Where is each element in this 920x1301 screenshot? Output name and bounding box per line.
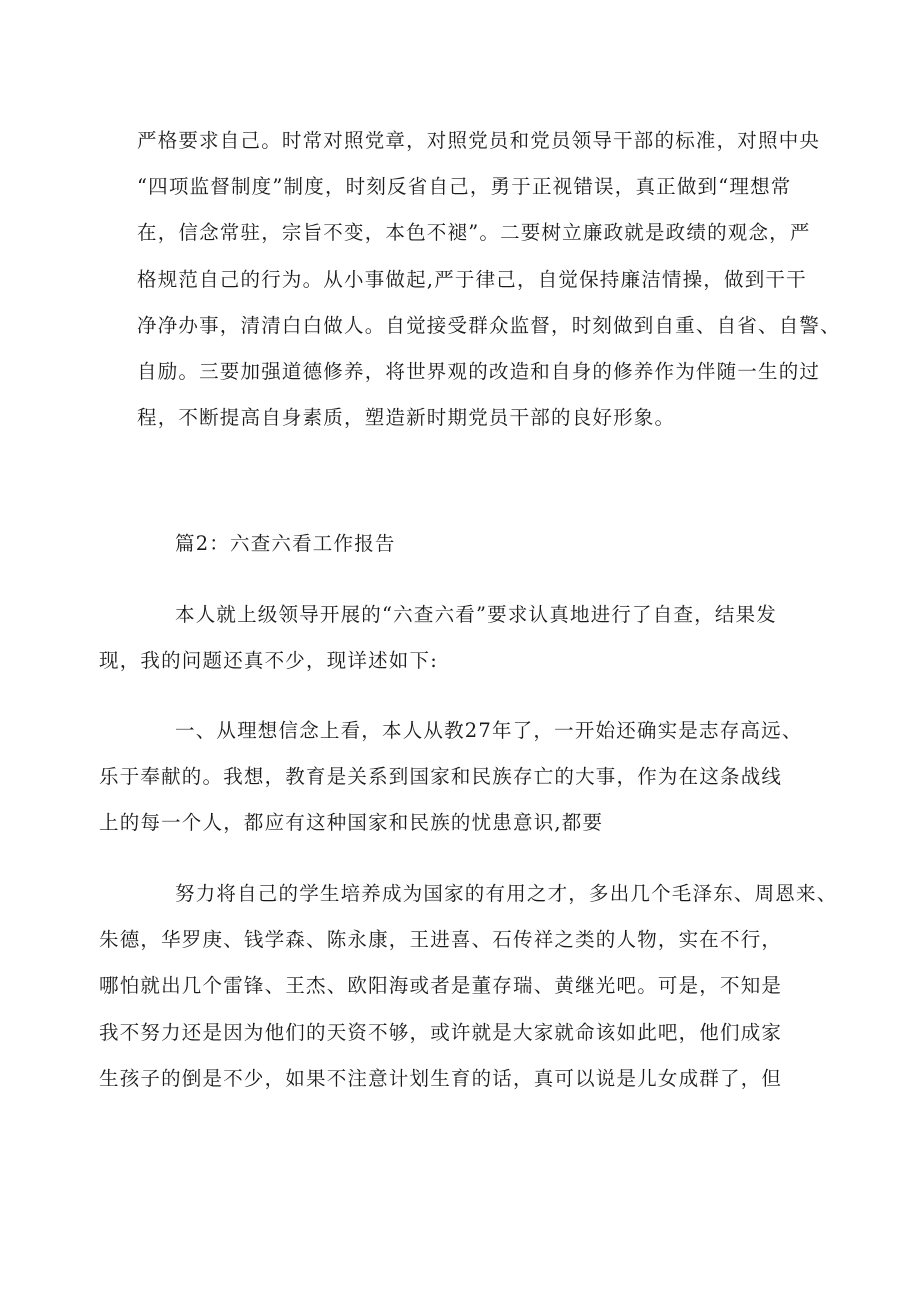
text-line: 乐于奉献的。我想，教育是关系到国家和民族存亡的大事，作为在这条战线 [99,765,783,789]
text-line: “四项监督制度”制度，时刻反省自己，勇于正视错误，真正做到“理想常 [137,175,792,199]
text-line: 我不努力还是因为他们的天资不够，或许就是大家就命该如此吧，他们成家 [99,1020,783,1044]
text-line: 程，不断提高自身素质，塑造新时期党员干部的良好形象。 [137,406,676,430]
paragraph-integrity-requirements [137,118,841,441]
text-line: 格规范自己的行为。从小事做起,严于律己，自觉保持廉洁情操，做到干干 [137,267,807,291]
text-line: 现，我的问题还真不少，现详述如下: [99,649,438,673]
section-heading [137,521,793,567]
text-line: 自励。三要加强道德修养，将世界观的改造和自身的修养作为伴随一生的过 [137,360,821,384]
paragraph-intro [99,592,793,684]
heading-text: 篇2：六查六看工作报告 [175,532,396,555]
paragraph-students [99,871,838,1102]
text-line: 一、从理想信念上看，本人从教27年了，一开始还确实是志存高远、 [175,719,803,742]
text-line: 本人就上级领导开展的“六查六看”要求认真地进行了自查，结果发 [175,603,777,626]
text-line: 上的每一个人，都应有这种国家和民族的忧患意识,都要 [99,811,604,835]
text-line: 严格要求自己。时常对照党章，对照党员和党员领导干部的标准，对照中央 [137,129,821,152]
text-line: 朱德，华罗庚、钱学森、陈永康，王进喜、石传祥之类的人物，实在不行， [99,928,783,952]
text-line: 生孩子的倒是不少，如果不注意计划生育的话，真可以说是儿女成群了，但 [99,1066,783,1090]
text-line: 努力将自己的学生培养成为国家的有用之才，多出几个毛泽东、周恩来、 [175,882,838,905]
text-line: 在，信念常驻，宗旨不变，本色不褪”。二要树立廉政就是政绩的观念，严 [137,221,811,245]
text-line: 哪怕就出几个雷锋、王杰、欧阳海或者是董存瑞、黄继光吧。可是，不知是 [99,974,783,998]
text-line: 净净办事，清清白白做人。自觉接受群众监督，时刻做到自重、自省、自警、 [137,313,841,337]
paragraph-ideals [99,708,803,847]
